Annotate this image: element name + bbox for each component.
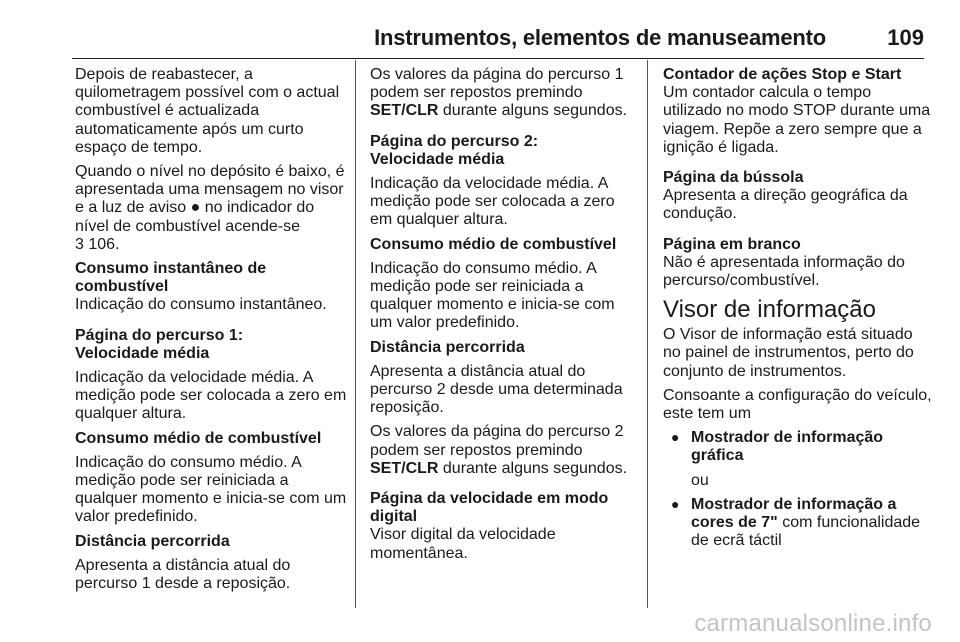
paragraph: Apresenta a distância atual do percurso 2 desde uma determinada reposição. <box>370 362 623 417</box>
subheading: Consumo instantâneo de combustível <box>75 260 267 296</box>
display-options-list <box>663 429 933 465</box>
subheading: Página do percurso 2: <box>370 132 539 150</box>
paragraph: Não é apresentada informação do percurso/combustível. <box>663 253 905 290</box>
paragraph: Um contador calcula o tempo utilizado no modo STOP durante uma viagem. Repõe a zero sempre que a ignição é ligada. <box>663 84 931 156</box>
subheading: Página da velocidade em modo digital <box>370 490 609 526</box>
column-1 <box>75 66 347 599</box>
list-item: ● Mostrador de informação a cores de 7" com funcionalidade de ecrã táctil <box>663 496 933 551</box>
paragraph: Apresenta a distância atual do percurso 1 desde a reposição. <box>75 556 291 593</box>
paragraph: Consoante a configuração do veículo, este tem um <box>663 386 932 423</box>
page-number: 109 <box>887 25 924 50</box>
or-text: ou <box>691 471 709 489</box>
paragraph: Indicação do consumo médio. A medição pode ser reiniciada a qualquer momento e inicia-se com um valor predefinido. <box>75 453 347 526</box>
subheading: Página do percurso 1: <box>75 326 244 344</box>
paragraph: Apresenta a direção geográfica da condução. <box>663 187 908 223</box>
subheading: Velocidade média <box>370 150 505 168</box>
paragraph: O Visor de informação está situado no painel de instrumentos, perto do conjunto de instrumentos. <box>663 326 914 380</box>
subheading: Consumo médio de combustível <box>75 429 322 447</box>
subheading: Contador de ações Stop e Start <box>663 66 902 83</box>
column-divider-2 <box>647 60 648 608</box>
watermark: carmanualsonline.info <box>694 610 932 637</box>
paragraph: Indicação da velocidade média. A medição pode ser colocada a zero em qualquer altura. <box>370 175 615 229</box>
paragraph: Quando o nível no depósito é baixo, é apresentada uma mensagem no visor e a luz de aviso ● no indicador do nível de combustível acende-se 3 106. <box>75 163 345 253</box>
paragraph: Indicação do consumo médio. A medição pode ser reiniciada a qualquer momento e inicia-se com um valor predefinido. <box>370 259 615 332</box>
subheading: Página em branco <box>663 235 801 253</box>
subheading: Distância percorrida <box>75 532 230 550</box>
subheading: Distância percorrida <box>370 338 525 356</box>
page-reference-link[interactable]: 3 106. <box>75 235 120 253</box>
set-clr-key: SET/CLR <box>370 459 439 477</box>
paragraph: Depois de reabastecer, a quilometragem possível com o actual combustível é actualizada automaticamente após um curto espaço de tempo. <box>75 66 340 156</box>
paragraph: Indicação da velocidade média. A medição pode ser colocada a zero em qualquer altura. <box>75 369 347 423</box>
paragraph: Visor digital da velocidade momentânea. <box>370 526 556 562</box>
set-clr-key: SET/CLR <box>370 102 439 120</box>
section-title: Visor de informação <box>663 296 876 324</box>
page-title: Instrumentos, elementos de manuseamento <box>374 25 826 50</box>
page-header <box>72 22 924 59</box>
column-2 <box>370 66 638 569</box>
list-item: ● Mostrador de informação gráfica <box>663 429 933 465</box>
paragraph: Os valores da página do percurso 1 podem ser repostos premindo SET/CLR durante alguns segundos. <box>370 66 628 120</box>
column-3 <box>663 66 933 550</box>
subheading: Consumo médio de combustível <box>370 235 617 253</box>
display-options-list <box>663 496 933 551</box>
subheading: Velocidade média <box>75 344 210 362</box>
paragraph: Indicação do consumo instantâneo. <box>75 296 327 314</box>
column-divider-1 <box>355 60 356 608</box>
paragraph: Os valores da página do percurso 2 podem ser repostos premindo SET/CLR durante alguns segundos. <box>370 423 628 477</box>
subheading: Página da bússola <box>663 169 804 187</box>
